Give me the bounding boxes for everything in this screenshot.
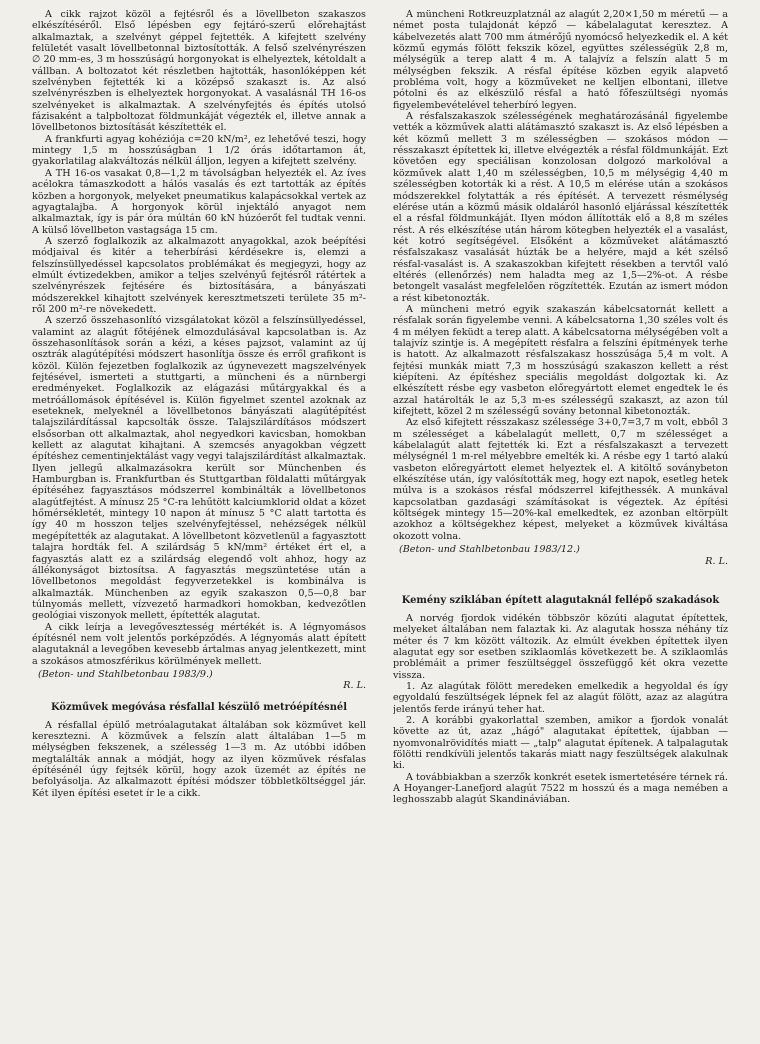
paragraph: 1. Az alagútak fölött meredeken emelkedik a hegyoldal és így egyoldalú feszültségek lépnek fel az alagút fölött, azaz az alagútra jelentős ferde irányú teher hat. xyxy=(393,680,728,715)
paragraph: A továbbiakban a szerzők konkrét esetek ismertetésére térnek rá. A Hoyanger-Lanefjord alagút 7522 m hosszú és a maga nemében a leghosszabb alagút Skandináviában. xyxy=(393,771,728,806)
paragraph: A résfallal épülő metróalagutakat általában sok közművet kell keresztezni. A közművek a felszín alatt általában 1—5 m mélységben fekszenek, a szélesség 1—3 m. Az utóbbi időben megtalálták annak a módját, hogy az ilyen közművek résfalas építésénél úgy fejtsék körül, hogy azok üzemét az építés ne befolyásolja. Az alkalmazott építési módszer többletköltséggel jár. Két ilyen építési esetet ír le a cikk. xyxy=(32,719,366,799)
left-column xyxy=(32,9,366,1040)
paragraph: A résfalszakaszok szélességének meghatározásánál figyelembe vették a közművek alatti alátámasztó szakaszt is. Az első lépésben a két közmű mellett 3 m szélességben — szokásos módon — résszakaszt építettek ki, illetve elvégezték a résfal földmunkáját. Ezt követően egy speciálisan konzolosan dolgozó markolóval a közművek alatt 1,40 m szélességben, 10,5 m mélységig 4,40 m szélességben kotorták ki a rést. A 10,5 m elérése után a szokásos módszerekkel folytatták a rés építését. A tervezett résmélység elérése után a közmű másik oldaláról hasonló eljárással készítették el a résfal földmunkáját. Ilyen módon állították elő a 8,8 m széles rést. A rés elkészítése után három kötegben helyezték el a vasalást, két kotró segítségével. Elsőként a közműveket alátámasztó résfalszakasz vasalását húzták be a helyére, majd a két szélső résfal-vasalást is. A szakaszokban kifejtett résekben a tervtől való eltérés (ellenőrzés) nem haladta meg az 1,5—2%-ot. A résbe betongelt vasalást megfelelően rögzítették. Ezután az ismert módon a rést kibetonozták. xyxy=(393,111,728,304)
article-body xyxy=(393,9,728,567)
paragraph: A cikk rajzot közöl a fejtésről és a lövellbeton szakaszos elkészítéséről. Első lépésben egy fejtáró-szerű előrehajtást alkalmaztak, a szelvényt géppel fejtették. A kifejtett szelvény felületét vasalt lövellbetonnal biztosították. A felső szelvényrészen ∅ 20 mm-es, 3 m hosszúságú horgonyokat is elhelyeztek, kétoldalt a vállban. A boltozatot két részletben hajtották, hasonlóképpen két szelvényben fejtették ki a középső szakaszt is. Az alsó szelvényrészben is elhelyeztek horgonyokat. A vasalásnál TH 16-os szelvényeket is alkalmaztak. A szelvényfejtés és építés utolsó fázisaként a talpboltozat földmunkáját végezték el, illetve annak a lövellbetonos biztosítását készítették el. xyxy=(32,9,366,134)
article-body xyxy=(32,9,366,692)
paragraph: A szerző összehasonlító vizsgálatokat közöl a felszínsüllyedéssel, valamint az alagút főtéjének elmozdulásával kapcsolatban is. Az összehasonlítások során a kézi, a késes pajzsot, valamint az új osztrák alagútépítési módszert hasonlítja össze és erről grafikont is közöl. Külön fejezetben foglalkozik az úgynevezett magszelvények fejtésével, ismerteti a stuttgarti, a müncheni és a nürnbergi eredményeket. Foglalkozik az elágazási műtárgyakkal és a metróállomások építésével is. Külön figyelmet szentel azoknak az eseteknek, melyeknél a lövellbetonos bányászati alagútépítést talajszilárdítással kapcsolták össze. Talajszilárdításos módszert elsősorban ott alkalmaztak, ahol negyedkori kavicsban, homokban kellett az alagutat kihajtani. A szemcsés anyagokban végzett építéshez cementinjektálást vagy vegyi talajszilárdítást alkalmaztak. Ilyen jellegű alkalmazásokra került sor Münchenben és Hamburgban is. Frankfurtban és Stuttgartban földalatti műtárgyak építéséhez fagyasztásos módszerrel kombinálták a lövellbetonos alagútfejtést. A mínusz 25 °C-ra lehűtött kalciumklorid oldat a közet hőmérsékletét, mintegy 10 napon át mínusz 5 °C alatt tartotta és így 40 m hosszon teljes szelvényfejtéssel, nehézségek nélkül megépítették az alagutakat. A lövellbetont közvetlenül a fagyasztott talajra hordták fel. A szilárdság 5 kN/mm² értéket ért el, a fagyasztás alatt ez a szilárdság elegendő volt ahhoz, hogy az állékonyságot biztosítsa. A fagyasztás megszüntetése után a lövellbetonos megoldást fegyverzetekkel is kombinálva is alkalmazták. Münchenben az egyik szakaszon 0,5—0,8 bar túlnyomás mellett, vízvezető harmadkori homokban, kedvezőtlen geológiai viszonyok mellett, építették alagutat. xyxy=(32,315,366,622)
author-initials: R. L. xyxy=(343,680,366,692)
article-title: Kemény sziklában épített alagutaknál fellépő szakadások xyxy=(401,594,720,606)
article-body xyxy=(393,613,728,806)
article-title: Közművek megóvása résfallal készülő metróépítésnél xyxy=(51,701,347,713)
source-citation: (Beton- und Stahlbetonbau 1983/9.) xyxy=(38,668,213,680)
section-gap xyxy=(393,571,728,585)
right-column xyxy=(393,9,728,1040)
article-body xyxy=(32,720,366,799)
paragraph: A müncheni Rotkreuzplatznál az alagút 2,20×1,50 m méretű — a német posta tulajdonát képző — kábelalagutat keresztez. A kábelvezetés alatt 700 mm átmérőjű nyomócső helyezkedik el. A két közmű egymás fölött fekszik közel, együttes szélességük 2,8 m, mélységük a terep alatt 4 m. A talajvíz a felszín alatt 5 m mélységben fekszik. A résfal építése közben egyik alapvető probléma volt, hogy a közműveket ne kelljen elbontani, illetve pótolni és az elkészülő résfal a ható főfeszültségi nyomás figyelembevételével teherbíró legyen. xyxy=(393,9,728,111)
paragraph: A cikk leírja a levegővesztesség mértékét is. A légnyomásos építésnél nem volt jelentős porképződés. A légnyomás alatt épített alagutaknál a levegőben kevesebb ártalmas anyag jelentkezett, mint a szokásos atmoszférikus körülmények mellett. xyxy=(32,621,366,667)
source-citation: (Beton- und Stahlbetonbau 1983/12.) xyxy=(399,544,580,556)
paragraph: A szerző foglalkozik az alkalmazott anyagokkal, azok beépítési módjaival és kitér a teherbírási kérdésekre is, elemzi a felszínsüllyedéssel kapcsolatos problémákat és megjegyzi, hogy az elmúlt évtizedekben, amikor a teljes szelvényű fejtésről rátértek a szelvényrészek fejtésére és biztosítására, a bányászati módszerekkel kihajtott szelvények keresztmetszeti területe 35 m²-ről 200 m²-re növekedett. xyxy=(32,235,366,315)
paragraph: A norvég fjordok vidékén többször közúti alagutat építettek, melyeket általában nem falaztak ki. Az alagutak hossza néhány tíz méter és 7 km között változik. Az elmúlt években építettek ilyen alagutat egy sor esetben sziklaomlás következett be. A sziklaomlás problémáit a primer feszültséggel összefüggő két okra vezette vissza. xyxy=(393,612,728,681)
paragraph: A TH 16-os vasakat 0,8—1,2 m távolságban helyezték el. Az íves acélokra támaszkodott a hálós vasalás és ezt tartották az építés közben a horgonyok, melyeket pneumatikus kalapácsokkal vertek az agyagtalajba. A horgonyok körül injektáló anyagot nem alkalmaztak, így is pár óra múltán 60 kN húzóerőt fel tudtak venni. A külső lövellbeton vastagsága 15 cm. xyxy=(32,167,366,236)
paragraph: A müncheni metró egyik szakaszán kábelcsatornát kellett a résfalak során figyelembe venni. A kábelcsatorna 1,30 széles volt és 4 m mélyen feküdt a terep alatt. A kábelcsatorna mélységében volt a talajvíz szintje is. A megépített résfalra a felszíni építmények terhe is hatott. Az alkalmazott résfalszakasz hosszúsága 5,4 m volt. A fejtési munkák miatt 7,3 m hosszúságú szakaszon kellett a rést kiépíteni. Az építéshez speciális megoldást dolgoztak ki. Az elkészített résbe egy vasbeton előregyártott elemet engedtek le és azzal határolták le az 5,3 m-es szélességű szakaszt, az azon túl kifejtett, közel 2 m szélességű sovány betonnal kibetonozták. xyxy=(393,303,728,418)
paragraph: Az első kifejtett résszakasz szélessége 3+0,7=3,7 m volt, ebből 3 m szélességet a kábelalagút mellett, 0,7 m szélességet a kábelalagút alatt fejtették ki. Ezt a résfalszakaszt a tervezett mélységnél 1 m-rel mélyebbre emelték ki. A résbe egy 1 tartó alakú vasbeton előregyártott elemet helyeztek el. A kitöltő soványbeton elkészítése után, így valósították meg, hogy ezt napok, esetleg hetek múlva is a szokásos résfal módszerrel kifejthessék. A munkával kapcsolatban gazdasági számításokat is végeztek. Az építési költségek mintegy 15—20%-kal emelkedtek, ez azonban eltörpült azokhoz a költségekhez képest, melyeket a közművek kiváltása okozott volna. xyxy=(393,417,728,542)
paragraph: 2. A korábbi gyakorlattal szemben, amikor a fjordok vonalát követte az út, azaz „hágó" alagutakat építettek, újabban — nyomvonalrövidítés miatt — „talp" alagutat építenek. A talpalagutak fölötti rendkívüli jelentős takarás miatt nagy feszültségek alakulnak ki. xyxy=(393,714,728,772)
paragraph: A frankfurti agyag kohéziója c=20 kN/m², ez lehetővé teszi, hogy mintegy 1,5 m hosszúságban 1 1/2 órás időtartamon át, gyakorlatilag alakváltozás nélkül álljon, legyen a kifejtett szelvény. xyxy=(32,133,366,168)
author-initials: R. L. xyxy=(705,555,728,567)
